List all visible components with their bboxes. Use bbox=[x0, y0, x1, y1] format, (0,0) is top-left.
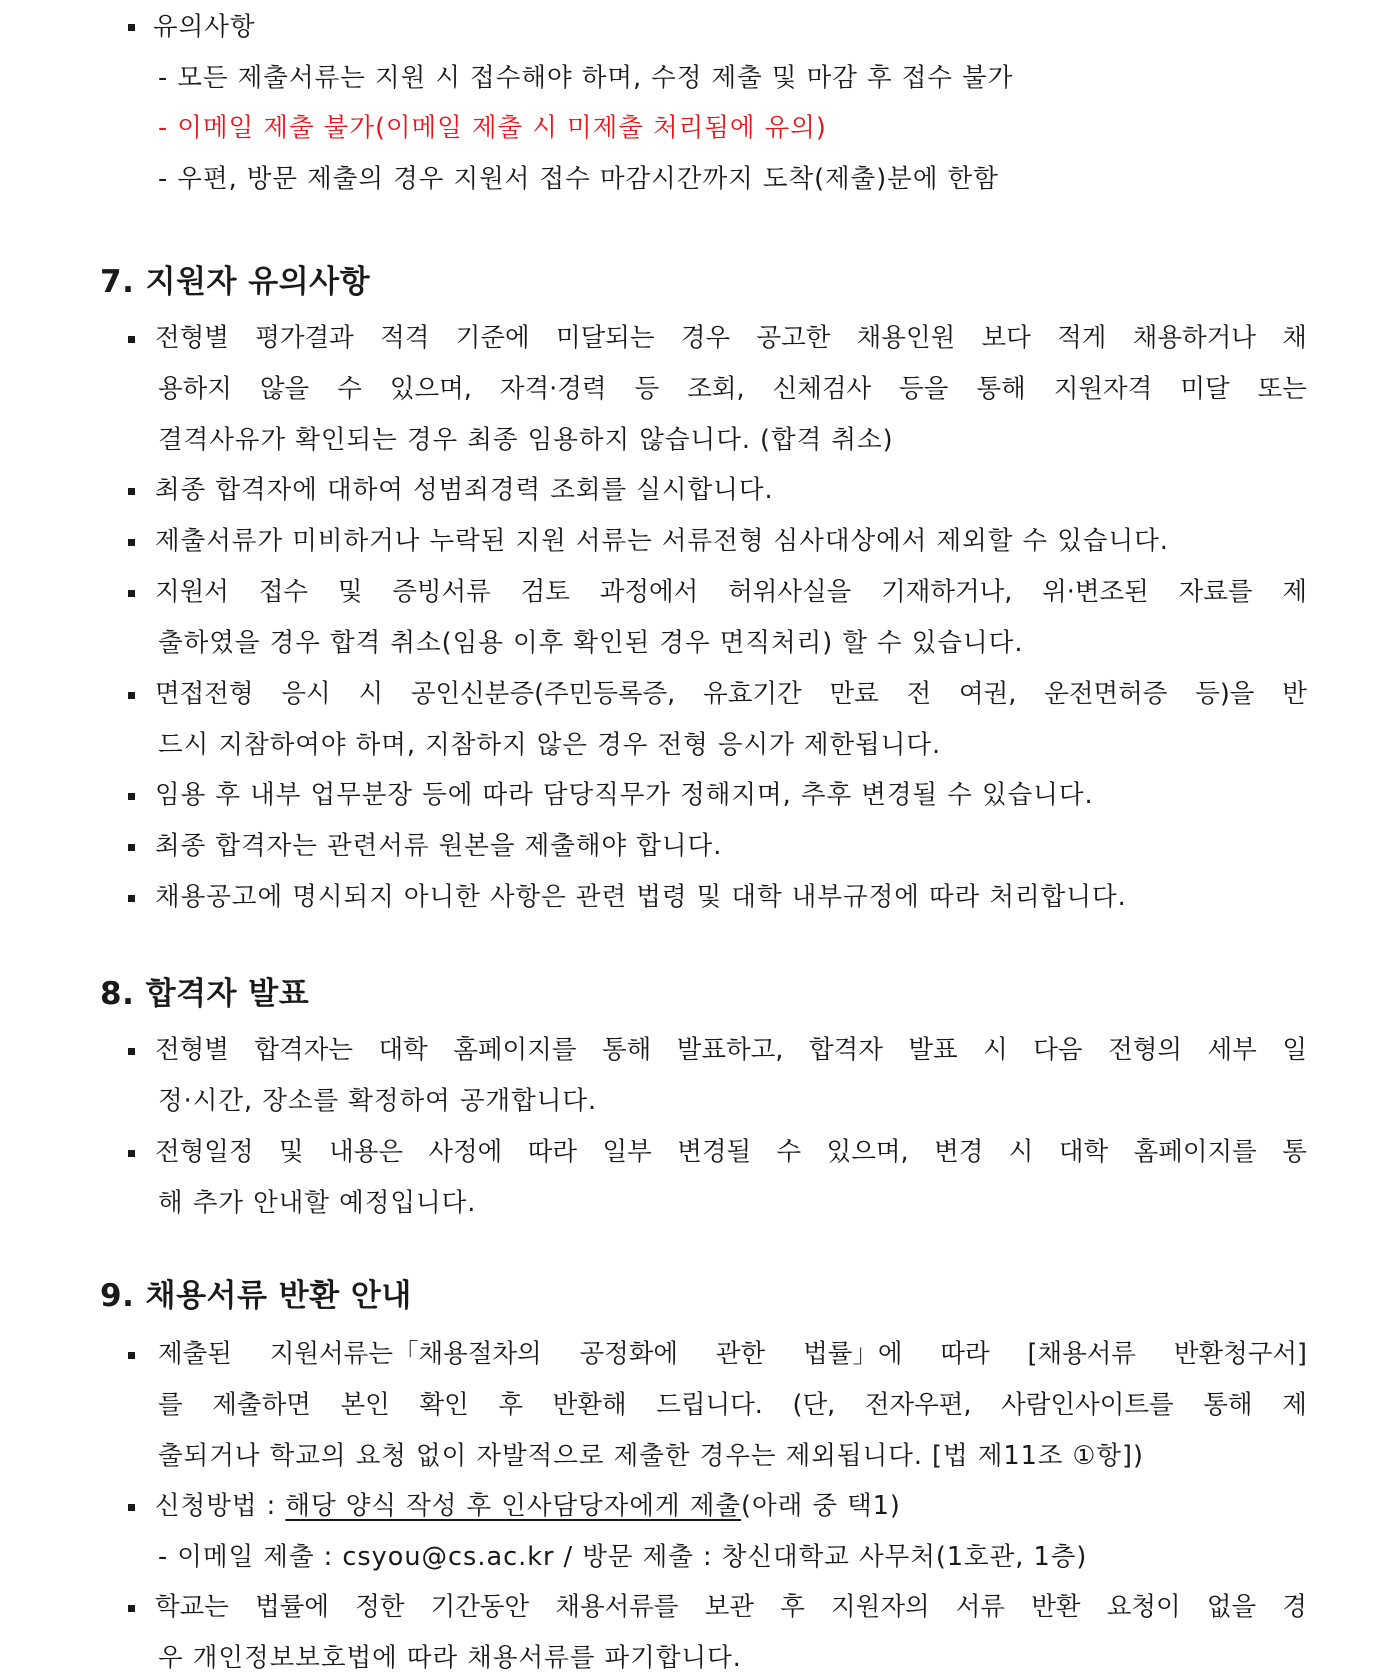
word: 조회, bbox=[687, 374, 745, 404]
word: 법률에 bbox=[255, 1592, 329, 1622]
word: 제출된 bbox=[158, 1339, 232, 1369]
paragraph-line: 최종 합격자에 대하여 성범죄경력 조회를 실시합니다. bbox=[155, 475, 774, 505]
word: 미달 bbox=[1180, 374, 1230, 404]
word: 따라 bbox=[527, 1137, 578, 1167]
paragraph-line: 출되거나 학교의 요청 없이 자발적으로 제출한 경우는 제외됩니다. [법 제11조 ①항]) bbox=[158, 1441, 1144, 1471]
word: 대학 bbox=[378, 1035, 428, 1065]
paragraph-line: 임용 후 내부 업무분장 등에 따라 담당직무가 정해지며, 추후 변경될 수 있습니다. bbox=[155, 780, 1094, 810]
word: 과정에서 bbox=[599, 577, 699, 607]
word: 발표 bbox=[908, 1035, 958, 1065]
word: 통해 bbox=[1203, 1390, 1253, 1420]
word: 만료 bbox=[829, 679, 879, 709]
word: 통해 bbox=[976, 374, 1026, 404]
section-8-heading: 8. 합격자 발표 bbox=[100, 976, 310, 1012]
paragraph-line: 우 개인정보보호법에 따라 채용서류를 파기합니다. bbox=[158, 1643, 742, 1673]
word: 일 bbox=[1282, 1035, 1307, 1065]
word: 전형의 bbox=[1108, 1035, 1182, 1065]
word: 드립니다. bbox=[656, 1390, 763, 1420]
word: 경 bbox=[1282, 1592, 1307, 1622]
word: 반환해 bbox=[552, 1390, 627, 1420]
word: 본인 bbox=[340, 1390, 390, 1420]
bullet-icon bbox=[128, 1504, 135, 1511]
word: 용하지 bbox=[158, 374, 232, 404]
word: 경우 bbox=[680, 323, 731, 353]
word: 발표하고, bbox=[676, 1035, 784, 1065]
word: 전형별 bbox=[155, 1035, 229, 1065]
word: 공인신분증(주민등록증, bbox=[410, 679, 676, 709]
paragraph-line: 채용공고에 명시되지 아니한 사항은 관련 법령 및 대학 내부규정에 따라 처리합니다. bbox=[155, 882, 1127, 912]
paragraph-line bbox=[155, 320, 1307, 356]
word: 사람인사이트를 bbox=[1001, 1390, 1174, 1420]
word: 등)을 bbox=[1195, 679, 1255, 709]
bullet-icon bbox=[128, 590, 135, 597]
word: 채용하거나 bbox=[1132, 323, 1256, 353]
word: 합격자는 bbox=[254, 1035, 353, 1065]
paragraph-line bbox=[158, 371, 1307, 407]
word: 응시 bbox=[281, 679, 331, 709]
word: 보관 bbox=[704, 1592, 755, 1622]
word: 전형일정 bbox=[155, 1137, 254, 1167]
bullet-icon bbox=[128, 1150, 135, 1157]
section-7-heading: 7. 지원자 유의사항 bbox=[100, 264, 371, 300]
word: 수 bbox=[337, 374, 362, 404]
word: 내용은 bbox=[329, 1137, 403, 1167]
word: 기준에 bbox=[455, 323, 530, 353]
word: 제 bbox=[1282, 577, 1307, 607]
word: 평가결과 bbox=[255, 323, 354, 353]
bullet-icon bbox=[128, 895, 135, 902]
paragraph-line bbox=[158, 1387, 1307, 1423]
word: 따라 bbox=[940, 1339, 990, 1369]
word: 않을 bbox=[259, 374, 310, 404]
bullet-icon bbox=[128, 692, 135, 699]
word: 반 bbox=[1282, 679, 1307, 709]
word: 지원자격 bbox=[1053, 374, 1153, 404]
word: 보다 bbox=[981, 323, 1031, 353]
word: 시 bbox=[1008, 1137, 1034, 1167]
word: 서류 bbox=[955, 1592, 1006, 1622]
word: 및 bbox=[337, 577, 363, 607]
notes-title: 유의사항 bbox=[153, 12, 256, 42]
notes-item-highlight: - 이메일 제출 불가(이메일 제출 시 미제출 처리됨에 유의) bbox=[158, 113, 827, 143]
word: (단, bbox=[792, 1390, 836, 1420]
word: 등 bbox=[634, 374, 660, 404]
word: 전자우편, bbox=[864, 1390, 972, 1420]
bullet-icon bbox=[128, 1048, 135, 1055]
word: 정한 bbox=[355, 1592, 405, 1622]
bullet-icon bbox=[128, 488, 135, 495]
word: 법률」에 bbox=[803, 1339, 903, 1369]
word: 허위사실을 bbox=[728, 577, 852, 607]
word: 공정화에 bbox=[579, 1339, 679, 1369]
word: 홈페이지를 bbox=[1133, 1137, 1257, 1167]
word: 기간동안 bbox=[430, 1592, 530, 1622]
word: 유효기간 bbox=[703, 679, 802, 709]
word: 전형별 bbox=[155, 323, 229, 353]
word: 전 bbox=[906, 679, 932, 709]
word: 수 bbox=[776, 1137, 802, 1167]
application-method-label: 신청방법 : bbox=[155, 1491, 286, 1521]
application-method-suffix: (아래 중 택1) bbox=[741, 1491, 901, 1521]
word: 통해 bbox=[601, 1035, 652, 1065]
word: 반환 bbox=[1031, 1592, 1081, 1622]
word: 있으며, bbox=[826, 1137, 909, 1167]
word: 없을 bbox=[1206, 1592, 1257, 1622]
word: [채용서류 bbox=[1027, 1339, 1136, 1369]
word: 신체검사 bbox=[772, 374, 872, 404]
bullet-icon bbox=[128, 793, 135, 800]
word: 후 bbox=[498, 1390, 524, 1420]
word: 적격 bbox=[380, 323, 430, 353]
section-9-heading: 9. 채용서류 반환 안내 bbox=[100, 1278, 412, 1314]
word: 적게 bbox=[1057, 323, 1107, 353]
word: 지원자의 bbox=[831, 1592, 930, 1622]
word: 또는 bbox=[1257, 374, 1307, 404]
word: 세부 bbox=[1207, 1035, 1257, 1065]
word: 증빙서류 bbox=[392, 577, 491, 607]
paragraph-line: 해 추가 안내할 예정입니다. bbox=[158, 1188, 477, 1218]
bullet-icon bbox=[128, 1605, 135, 1612]
word: 면접전형 bbox=[155, 679, 254, 709]
word: 학교는 bbox=[155, 1592, 229, 1622]
notes-item: - 모든 제출서류는 지원 시 접수해야 하며, 수정 제출 및 마감 후 접수 불가 bbox=[158, 63, 1014, 93]
bullet-icon bbox=[128, 844, 135, 851]
paragraph-line: 드시 지참하여야 하며, 지참하지 않은 경우 전형 응시가 제한됩니다. bbox=[158, 730, 942, 760]
application-method-detail: - 이메일 제출 : csyou@cs.ac.kr / 방문 제출 : 창신대학교 사무처(1호관, 1층) bbox=[158, 1542, 1088, 1572]
bullet-icon bbox=[128, 539, 135, 546]
paragraph-line bbox=[155, 1032, 1307, 1068]
word: 변경될 bbox=[677, 1137, 752, 1167]
paragraph-line: 제출서류가 미비하거나 누락된 지원 서류는 서류전형 심사대상에서 제외할 수 있습니다. bbox=[155, 526, 1169, 556]
word: 통 bbox=[1282, 1137, 1307, 1167]
word: 관한 bbox=[715, 1339, 766, 1369]
word: 여권, bbox=[959, 679, 1017, 709]
application-method bbox=[155, 1488, 901, 1524]
word: 및 bbox=[278, 1137, 304, 1167]
paragraph-line bbox=[155, 676, 1307, 712]
word: 변경 bbox=[934, 1137, 984, 1167]
word: 운전면허증 bbox=[1044, 679, 1168, 709]
paragraph-line: 출하였을 경우 합격 취소(임용 이후 확인된 경우 면직처리) 할 수 있습니다. bbox=[158, 628, 1024, 658]
word: 등을 bbox=[899, 374, 949, 404]
word: 를 bbox=[158, 1390, 183, 1420]
word: 홈페이지를 bbox=[453, 1035, 577, 1065]
word: 합격자 bbox=[808, 1035, 883, 1065]
word: 있으며, bbox=[389, 374, 472, 404]
bullet-icon bbox=[128, 1352, 135, 1359]
word: 후 bbox=[780, 1592, 805, 1622]
bullet-icon bbox=[128, 336, 135, 343]
paragraph-line: 정·시간, 장소를 확정하여 공개합니다. bbox=[158, 1086, 598, 1116]
word: 지원서류는「채용절차의 bbox=[269, 1339, 542, 1369]
word: 요청이 bbox=[1106, 1592, 1181, 1622]
word: 자료를 bbox=[1178, 577, 1253, 607]
word: 미달되는 bbox=[555, 323, 655, 353]
word: 다음 bbox=[1033, 1035, 1083, 1065]
word: 반환청구서] bbox=[1173, 1339, 1307, 1369]
application-method-underlined: 해당 양식 작성 후 인사담당자에게 제출 bbox=[285, 1491, 742, 1521]
word: 기재하거나, bbox=[881, 577, 1013, 607]
word: 채용서류를 bbox=[555, 1592, 679, 1622]
word: 시 bbox=[358, 679, 384, 709]
bullet-icon bbox=[128, 24, 135, 31]
word: 채용인원 bbox=[856, 323, 956, 353]
word: 검토 bbox=[520, 577, 570, 607]
word: 채 bbox=[1282, 323, 1307, 353]
word: 사정에 bbox=[428, 1137, 503, 1167]
paragraph-line bbox=[155, 1134, 1307, 1170]
word: 접수 bbox=[258, 577, 308, 607]
word: 지원서 bbox=[155, 577, 229, 607]
word: 확인 bbox=[419, 1390, 469, 1420]
word: 시 bbox=[983, 1035, 1008, 1065]
notes-item: - 우편, 방문 제출의 경우 지원서 접수 마감시간까지 도착(제출)분에 한함 bbox=[158, 164, 999, 194]
paragraph-line bbox=[158, 1336, 1307, 1372]
paragraph-line bbox=[155, 574, 1307, 610]
paragraph-line: 결격사유가 확인되는 경우 최종 임용하지 않습니다. (합격 취소) bbox=[158, 425, 894, 455]
word: 일부 bbox=[602, 1137, 652, 1167]
paragraph-line: 최종 합격자는 관련서류 원본을 제출해야 합니다. bbox=[155, 831, 723, 861]
word: 대학 bbox=[1058, 1137, 1109, 1167]
word: 제 bbox=[1282, 1390, 1307, 1420]
word: 위·변조된 bbox=[1042, 577, 1149, 607]
word: 제출하면 bbox=[212, 1390, 311, 1420]
word: 자격·경력 bbox=[499, 374, 607, 404]
paragraph-line bbox=[155, 1589, 1307, 1625]
word: 공고한 bbox=[756, 323, 831, 353]
